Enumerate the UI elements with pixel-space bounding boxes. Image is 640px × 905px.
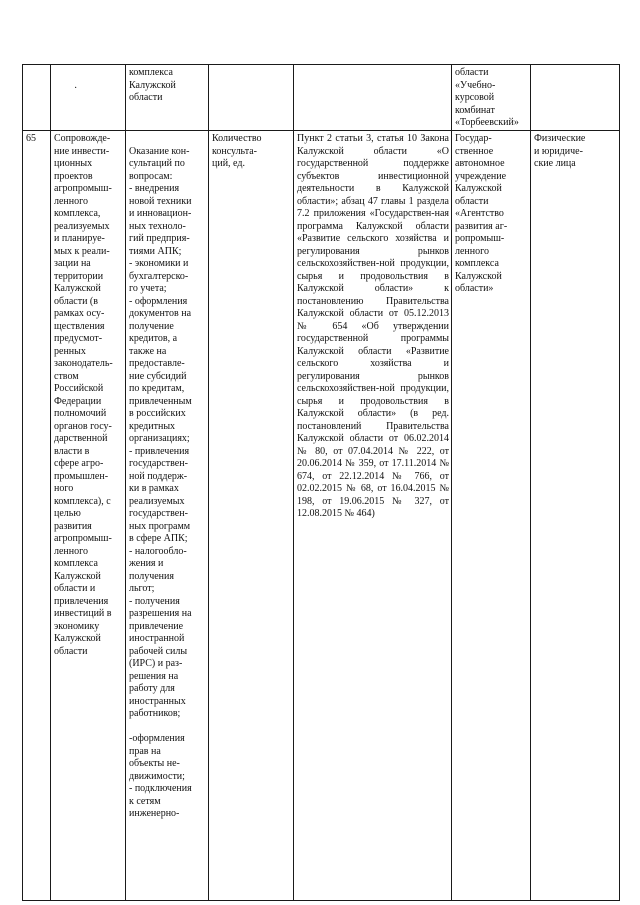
cell-executor: Государ- ственное автономное учреждение Калужской области «Агентство развития аг- ропромыш- ленного комплекса Калужской области» bbox=[452, 131, 531, 901]
cell-content: комплекса Калужской области bbox=[126, 65, 209, 131]
cell-name bbox=[51, 65, 126, 131]
cell-recipients: Физические и юридиче- ские лица bbox=[531, 131, 620, 901]
cell-result: Количество консульта- ций, ед. bbox=[209, 131, 294, 901]
cell-recipients bbox=[531, 65, 620, 131]
cell-content: Оказание кон- сультаций по вопросам: - внедрения новой техники и инновацион- ных техноло- гий предприя- тиями АПК; - экономики и бухгалтерско- го учета; - оформления документов на получение кредитов, а также на предоставле- ние субсидий по кредитам, привлеченным в российских кредитных организациях; - привлечения государствен- ной поддерж- ки в рамках реализуемых государствен- ных программ в сфере АПК; - налогообло- жения и получения льгот; - получения разрешения на привлечение иностранной рабочей силы (ИРС) и раз- решения на работу для иностранных работников; -оформления прав на объекты не- движимости; - подключения к сетям инженерно- bbox=[126, 131, 209, 901]
cell-result bbox=[209, 65, 294, 131]
document-table bbox=[22, 64, 620, 901]
cell-legal-basis: Пункт 2 статьи 3, статья 10 Закона Калужской области «О государственной поддержке субъектов инвестиционной деятельности в Калужской области»; абзац 47 главы 1 раздела 7.2 приложения «Государствен-ная программа Калужской области «Развитие сельского хозяйства и регулирования рынков сельскохозяйствен-ной продукции, сырья и продовольствия в Калужской области» к постановлению Правительства Калужской области от 05.12.2013 № 654 «Об утверждении государственной программы Калужской области «Развитие сельского хозяйства и регулирования рынков сельскохозяйствен-ной продукции, сырья и продовольствия в Калужской области» (в ред. постановлений Правительства Калужской области от 06.02.2014 № 80, от 07.04.2014 № 222, от 20.06.2014 № 359, от 17.11.2014 № 674, от 22.12.2014 № 766, от 02.02.2015 № 68, от 16.04.2015 № 198, от 19.06.2015 № 327, от 12.08.2015 № 464) bbox=[294, 131, 452, 901]
cell-executor: области «Учебно- курсовой комбинат «Торбеевский» bbox=[452, 65, 531, 131]
cell-legal-basis bbox=[294, 65, 452, 131]
table-row bbox=[23, 131, 620, 901]
cell-number bbox=[23, 65, 51, 131]
table-row bbox=[23, 65, 620, 131]
cell-number: 65 bbox=[23, 131, 51, 901]
stray-mark: · bbox=[74, 83, 78, 94]
cell-name: Сопровожде- ние инвести- ционных проектов агропромыш- ленного комплекса, реализуемых и планируе- мых к реали- зации на территории Калужской области (в рамках осу- ществления предусмот- ренных законодатель- ством Российской Федерации полномочий органов госу- дарственной власти в сфере агро- промышлен- ного комплекса), с целью развития агропромыш- ленного комплекса Калужской области и привлечения инвестиций в экономику Калужской области bbox=[51, 131, 126, 901]
